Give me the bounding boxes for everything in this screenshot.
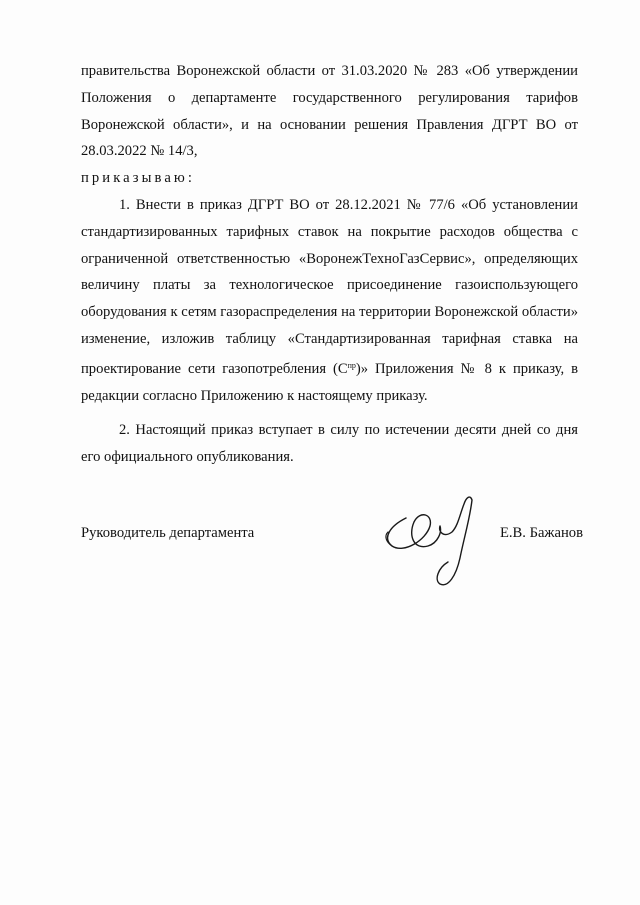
item-1-text: 1. Внести в приказ ДГРТ ВО от 28.12.2021 № 77/6 «Об установлении стандартизированных тарифных ставок на покрытие расходов общества с ограниченной ответственностью «ВоронежТехноГазСервис», определяющих величину платы за технологическое присоединение газоиспользующего оборудования к сетям газораспределения на территории Воронежской области» изменение, изложив таблицу «Стандартизированная тарифная ставка на проектирование сети газопотребления (С	[81, 196, 578, 377]
signatory-name: Е.В. Бажанов	[499, 525, 583, 541]
handwritten-signature	[378, 488, 488, 593]
signatory-title: Руководитель департамента	[81, 525, 255, 541]
paragraph-item-1	[81, 192, 578, 409]
item-1-superscript: пр	[347, 360, 356, 370]
item-1-text-end: )» Приложения № 8 к приказу, в редакции согласно Приложению к настоящему приказу.	[81, 360, 578, 404]
paragraph-preamble: правительства Воронежской области от 31.03.2020 № 283 «Об утверждении Положения о департаменте государственного регулирования тарифов Воронежской области», и на основании решения Правления ДГРТ ВО от 28.03.2022 № 14/3,	[81, 63, 578, 160]
order-word: приказываю:	[81, 170, 196, 187]
signature-block	[81, 525, 583, 555]
document-body	[81, 58, 578, 471]
paragraph-item-2: 2. Настоящий приказ вступает в силу по истечении десяти дней со дня его официального опубликования.	[81, 422, 578, 466]
